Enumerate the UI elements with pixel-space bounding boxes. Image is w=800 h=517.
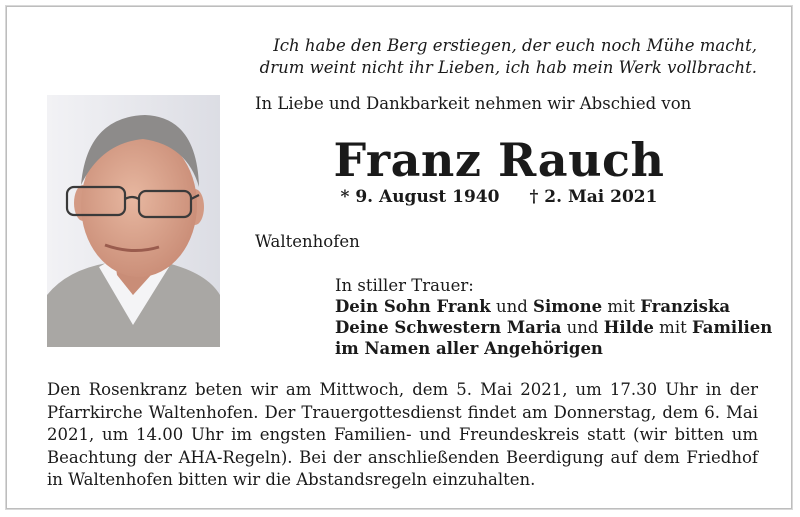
mourner-join: und: [490, 297, 534, 316]
mourners-line-3: [335, 338, 772, 359]
quote-line-1: Ich habe den Berg erstiegen, der euch noch Mühe macht,: [273, 36, 757, 55]
farewell-intro: In Liebe und Dankbarkeit nehmen wir Abschied von: [255, 94, 692, 113]
mourner-name: Deine Schwestern Maria: [335, 318, 562, 337]
mourner-name: Familien: [691, 318, 773, 337]
mourners-block: [335, 275, 772, 359]
death-date: † 2. Mai 2021: [529, 187, 658, 207]
memorial-quote: [217, 35, 757, 79]
mourner-name: Dein Sohn Frank: [335, 297, 491, 316]
mourner-name: Simone: [533, 297, 603, 316]
mourner-join: mit: [653, 318, 692, 337]
life-dates: [255, 187, 743, 207]
mourners-line-1: [335, 296, 772, 317]
hometown: Waltenhofen: [255, 232, 360, 251]
mourner-name: Hilde: [603, 318, 654, 337]
mourner-join: mit: [602, 297, 641, 316]
deceased-name: Franz Rauch: [333, 133, 665, 187]
service-details: Den Rosenkranz beten wir am Mittwoch, dem 5. Mai 2021, um 17.30 Uhr in der Pfarrkirche Waltenhofen. Der Trauergottesdienst findet am Donnerstag, dem 6. Mai 2021, um 14.00 Uhr im engsten Familien- und Freundeskreis statt (wir bitten um Beachtung der AHA-Regeln). Bei der anschließenden Beerdigung auf dem Friedhof in Waltenhofen bitten wir die Abstandsregeln einzuhalten.: [47, 380, 758, 489]
mourners-line-2: [335, 317, 772, 338]
quote-line-2: drum weint nicht ihr Lieben, ich hab mein Werk vollbracht.: [259, 58, 757, 77]
mourner-name: Franziska: [640, 297, 731, 316]
obituary-card: [6, 6, 792, 509]
mourners-heading: In stiller Trauer:: [335, 276, 474, 295]
portrait-photo: [47, 95, 220, 347]
mourner-join: und: [561, 318, 604, 337]
mourner-name: im Namen aller Angehörigen: [335, 339, 603, 358]
birth-date: * 9. August 1940: [340, 187, 500, 207]
